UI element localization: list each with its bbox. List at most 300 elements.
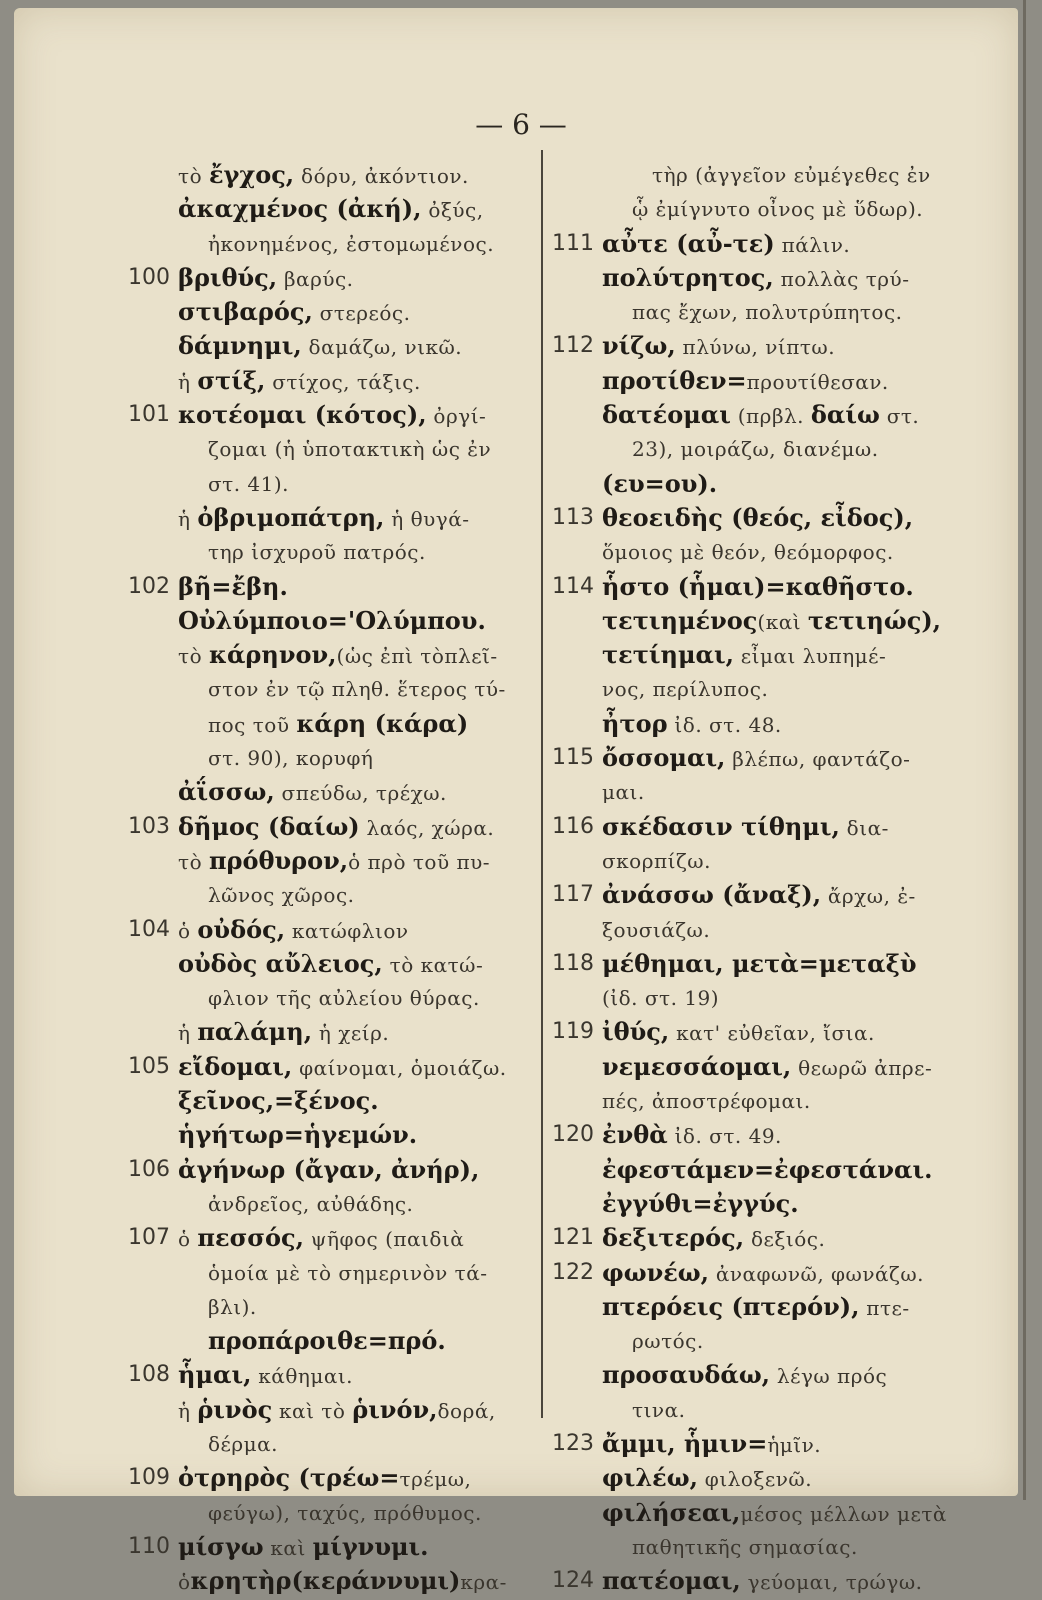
- headword: πολύτρητος,: [602, 262, 774, 292]
- text-line: [128, 1015, 538, 1049]
- headword: ὀβριμοπάτρη,: [197, 502, 385, 532]
- headword: φωνέω,: [602, 1257, 710, 1287]
- text-line: [552, 1153, 972, 1187]
- line-number: 111: [552, 230, 594, 256]
- text-line: [552, 913, 972, 947]
- gloss: τινα.: [632, 1397, 686, 1422]
- line-text: [178, 1187, 413, 1222]
- line-text: [602, 158, 931, 193]
- line-number: 110: [128, 1533, 170, 1559]
- text-line: [128, 604, 538, 638]
- line-text: [602, 1153, 932, 1189]
- text-line: [128, 261, 538, 295]
- gloss: πάλιν.: [774, 232, 851, 257]
- text-line: [552, 467, 972, 501]
- gloss: κρα-: [460, 1570, 507, 1595]
- gloss: δαμάζω, νικῶ.: [301, 335, 463, 360]
- line-text: [178, 1393, 496, 1429]
- headword: ἀνάσσω (ἄναξ),: [602, 880, 822, 910]
- gloss: ὅμοιος μὲ θεόν, θεόμορφος.: [602, 540, 894, 565]
- line-text: [602, 570, 914, 606]
- headword: προσαυδάω,: [602, 1360, 771, 1390]
- line-text: [602, 810, 889, 846]
- headword: στίξ,: [197, 365, 266, 395]
- gloss: ὁ πρὸ τοῦ πυ-: [348, 849, 491, 874]
- text-line: [552, 364, 972, 398]
- text-line: [128, 432, 538, 466]
- line-text: [178, 638, 498, 674]
- gloss: ὁ: [178, 1227, 198, 1252]
- gloss: πλύνω, νίπτω.: [675, 335, 836, 360]
- line-text: [602, 1461, 812, 1497]
- line-text: [178, 1564, 507, 1600]
- headword: ἀγήνωρ (ἄγαν, ἀνήρ),: [178, 1154, 480, 1184]
- right-column: [552, 158, 972, 1598]
- headword: μέθημαι, μετὰ=μεταξὺ: [602, 948, 917, 978]
- line-text: [178, 535, 426, 570]
- line-number: 114: [552, 573, 594, 599]
- text-line: [552, 295, 972, 329]
- line-text: [602, 501, 913, 537]
- text-line: [552, 329, 972, 363]
- headword: τετιημένος: [602, 605, 758, 635]
- line-text: [178, 1084, 379, 1120]
- line-text: [602, 1187, 799, 1223]
- gloss: φεύγω), ταχύς, πρόθυμος.: [208, 1500, 482, 1525]
- line-text: [178, 1118, 417, 1154]
- gloss: τηρ ἰσχυροῦ πατρός.: [208, 540, 426, 565]
- headword: ἡγήτωρ=ἡγεμών.: [178, 1120, 418, 1150]
- gloss: καὶ: [263, 1535, 313, 1560]
- text-line: [128, 1427, 538, 1461]
- line-text: [178, 1358, 353, 1394]
- line-text: [602, 432, 879, 467]
- gloss: βλέπω, φαντάζο-: [725, 747, 911, 772]
- line-text: [602, 1564, 922, 1600]
- gloss: βλι).: [208, 1294, 257, 1319]
- line-number: 122: [552, 1259, 594, 1285]
- line-text: [602, 1084, 811, 1119]
- text-line: [128, 192, 538, 226]
- headword: οὐδὸς αὔλειος,: [178, 948, 383, 978]
- gloss: στίχος, τάξις.: [265, 369, 421, 394]
- line-text: [178, 1153, 479, 1189]
- line-number: 123: [552, 1430, 594, 1456]
- line-number: 106: [128, 1156, 170, 1182]
- line-text: [602, 741, 910, 777]
- headword: Οὐλύμποιο='Ολύμπου.: [178, 605, 486, 635]
- gloss: στον ἐν τῷ πληθ. ἕτερος τύ-: [208, 677, 506, 702]
- line-text: [178, 227, 494, 262]
- gloss: 23), μοιράζω, διανέμω.: [632, 437, 879, 462]
- line-number: 103: [128, 813, 170, 839]
- line-text: [178, 1324, 446, 1360]
- gloss: ἄρχω, ἐ-: [821, 884, 916, 909]
- line-text: [602, 1256, 924, 1292]
- line-text: [178, 707, 468, 743]
- headword: ἐφεστάμεν=ἐφεστάναι.: [602, 1154, 933, 1184]
- gloss: (ἰδ. στ. 19): [602, 986, 720, 1011]
- text-line: [552, 1564, 972, 1598]
- gloss: ἡ θυγά-: [384, 506, 470, 531]
- gloss: τὸ: [178, 849, 209, 874]
- line-number: 112: [552, 333, 594, 359]
- gloss: ὀξύς,: [421, 198, 484, 223]
- headword: φιλέω,: [602, 1463, 698, 1493]
- text-line: [552, 1050, 972, 1084]
- line-text: [178, 261, 354, 297]
- text-line: [128, 535, 538, 569]
- headword: ἰθύς,: [602, 1017, 670, 1047]
- text-line: [128, 364, 538, 398]
- gloss: θεωρῶ ἀπρε-: [791, 1055, 933, 1080]
- gloss: ἰδ. στ. 49.: [667, 1124, 782, 1149]
- gloss: (ὡς ἐπὶ τὸπλεῖ-: [336, 644, 498, 669]
- text-line: [128, 741, 538, 775]
- line-number: 118: [552, 950, 594, 976]
- text-line: [128, 878, 538, 912]
- line-number: 113: [552, 504, 594, 530]
- line-text: [602, 295, 903, 330]
- line-number: 119: [552, 1019, 594, 1045]
- gloss: ἰδ. στ. 48.: [667, 712, 782, 737]
- text-line: [552, 1393, 972, 1427]
- line-text: [602, 1118, 782, 1154]
- text-line: [552, 158, 972, 192]
- gloss: κατ' εὐθεῖαν, ἴσια.: [669, 1021, 875, 1046]
- text-line: [552, 1118, 972, 1152]
- line-text: [178, 844, 490, 880]
- line-number: 105: [128, 1053, 170, 1079]
- headword: μίσγω: [178, 1531, 264, 1561]
- headword: ἄμμι, ἧμιν=: [602, 1428, 768, 1458]
- text-line: [552, 775, 972, 809]
- gloss: ἀναφωνῶ, φωνάζω.: [709, 1261, 925, 1286]
- gloss: σπεύδω, τρέχω.: [274, 781, 447, 806]
- line-number: 102: [128, 573, 170, 599]
- text-line: [552, 535, 972, 569]
- text-line: [128, 1324, 538, 1358]
- line-text: [178, 329, 462, 365]
- line-number: 104: [128, 916, 170, 942]
- gloss: ξουσιάζω.: [602, 917, 711, 942]
- gloss: στ. 90), κορυφή: [208, 746, 374, 771]
- headword: πατέομαι,: [602, 1566, 741, 1596]
- line-text: [602, 1290, 910, 1326]
- line-text: [602, 1221, 825, 1257]
- line-text: [178, 604, 486, 640]
- gloss: ἡ χείρ.: [312, 1021, 390, 1046]
- line-text: [178, 501, 470, 537]
- line-text: [178, 570, 288, 606]
- line-text: [602, 1358, 887, 1394]
- gloss: φαίνομαι, ὁμοιάζω.: [292, 1055, 507, 1080]
- line-text: [602, 638, 886, 674]
- text-line: [552, 192, 972, 226]
- headword: δῆμος (δαίω): [178, 811, 360, 841]
- headword: κάρη (κάρα): [296, 708, 469, 738]
- headword: ῥινόν,: [352, 1394, 438, 1424]
- gloss: πτε-: [859, 1295, 910, 1320]
- text-line: [128, 913, 538, 947]
- headword: οὐδός,: [197, 914, 286, 944]
- line-text: [602, 1324, 704, 1359]
- text-line: [128, 1496, 538, 1530]
- text-line: [128, 844, 538, 878]
- line-number: 107: [128, 1225, 170, 1251]
- line-text: [602, 1530, 858, 1565]
- line-number: 108: [128, 1362, 170, 1388]
- line-text: [178, 295, 410, 331]
- line-text: [602, 878, 916, 914]
- gloss: δεξιός.: [744, 1227, 826, 1252]
- gloss: βαρύς.: [277, 266, 354, 291]
- line-text: [178, 192, 484, 228]
- gloss: καὶ τὸ: [272, 1398, 353, 1423]
- line-text: [602, 672, 768, 707]
- line-text: [602, 227, 850, 263]
- gloss: λῶνος χῶρος.: [208, 883, 355, 908]
- headword: ἔγχος,: [208, 160, 295, 189]
- text-line: [128, 1393, 538, 1427]
- headword: νεμεσσάομαι,: [602, 1051, 792, 1081]
- gloss: τὸ: [178, 644, 209, 669]
- text-line: [128, 707, 538, 741]
- text-line: [552, 981, 972, 1015]
- line-text: [602, 707, 782, 743]
- gloss: ψῆφος (παιδιὰ: [303, 1227, 465, 1252]
- line-text: [178, 947, 483, 983]
- text-line: [552, 844, 972, 878]
- headword: ἐγγύθι=ἐγγύς.: [602, 1188, 799, 1218]
- headword: ἐνθὰ: [602, 1120, 668, 1150]
- text-line: [128, 1461, 538, 1495]
- text-line: [552, 1358, 972, 1392]
- gloss: εἶμαι λυπημέ-: [733, 644, 887, 669]
- text-line: [552, 1221, 972, 1255]
- text-line: [128, 570, 538, 604]
- line-text: [602, 604, 941, 640]
- text-line: [552, 432, 972, 466]
- gloss: φλιον τῆς αὐλείου θύρας.: [208, 986, 480, 1011]
- text-line: [128, 947, 538, 981]
- line-text: [602, 364, 889, 400]
- text-line: [128, 329, 538, 363]
- gloss: μαι.: [602, 780, 645, 805]
- gloss: πολλὰς τρύ-: [773, 266, 910, 291]
- line-text: [602, 1015, 875, 1051]
- text-line: [552, 672, 972, 706]
- text-line: [128, 1187, 538, 1221]
- headword: νίζω,: [602, 331, 676, 361]
- line-text: [178, 1461, 471, 1497]
- headword: κοτέομαι (κότος),: [178, 400, 427, 430]
- text-line: [552, 1496, 972, 1530]
- gloss: ἡμῖν.: [767, 1432, 822, 1457]
- line-text: [602, 192, 923, 227]
- line-number: 121: [552, 1225, 594, 1251]
- text-line: [552, 604, 972, 638]
- line-text: [178, 1256, 487, 1291]
- text-line: [128, 1050, 538, 1084]
- line-text: [178, 810, 494, 846]
- text-line: [552, 1324, 972, 1358]
- gloss: προυτίθεσαν.: [746, 369, 889, 394]
- line-text: [602, 535, 894, 570]
- text-line: [552, 741, 972, 775]
- line-number: 116: [552, 813, 594, 839]
- gloss: ρωτός.: [632, 1329, 704, 1354]
- line-text: [178, 1496, 482, 1531]
- headword: βῆ=ἔβη.: [178, 571, 288, 601]
- text-line: [552, 1427, 972, 1461]
- headword: (ευ=ου).: [602, 468, 718, 498]
- line-text: [602, 1427, 821, 1463]
- gloss: δόρυ, ἀκόντιον.: [294, 164, 469, 188]
- line-text: [602, 398, 919, 434]
- gloss: παθητικῆς σημασίας.: [632, 1534, 858, 1559]
- page-number: — 6 —: [475, 108, 567, 141]
- gloss: κατώφλιον: [285, 918, 409, 943]
- gloss: ὀργί-: [426, 404, 487, 429]
- headword: πτερόεις (πτερόν),: [602, 1291, 860, 1321]
- headword: μίγνυμι.: [312, 1531, 429, 1561]
- text-line: [552, 398, 972, 432]
- gloss: ἀνδρεῖος, αὐθάδης.: [208, 1191, 414, 1216]
- gloss: γεύομαι, τρώγω.: [740, 1570, 923, 1595]
- headword: ὀτρηρὸς (τρέω=: [178, 1463, 400, 1493]
- headword: ὄσσομαι,: [602, 743, 726, 773]
- headword: εἴδομαι,: [178, 1051, 293, 1081]
- line-text: [602, 1393, 685, 1428]
- line-text: [178, 158, 469, 194]
- text-line: [552, 1015, 972, 1049]
- text-line: [552, 1530, 972, 1564]
- line-text: [178, 775, 447, 811]
- headword: προτίθεν=: [602, 365, 747, 395]
- headword: προπάροιθε=πρό.: [208, 1326, 446, 1356]
- text-line: [128, 1530, 538, 1564]
- text-line: [552, 1461, 972, 1495]
- text-line: [552, 947, 972, 981]
- text-line: [128, 1118, 538, 1152]
- text-line: [552, 570, 972, 604]
- line-number: 109: [128, 1465, 170, 1491]
- headword: ἧστο (ἧμαι)=καθῆστο.: [602, 571, 914, 601]
- text-line: [128, 1084, 538, 1118]
- headword: φιλήσεαι,: [602, 1497, 741, 1527]
- headword: πρόθυρον,: [208, 845, 349, 875]
- line-text: [602, 947, 917, 983]
- line-text: [178, 878, 355, 913]
- text-line: [128, 1290, 538, 1324]
- text-line: [128, 775, 538, 809]
- gloss: λαός, χώρα.: [359, 815, 495, 840]
- gloss: πές, ἀποστρέφομαι.: [602, 1089, 811, 1114]
- text-line: [128, 501, 538, 535]
- text-line: [552, 638, 972, 672]
- gloss: ᾧ ἐμίγνυτο οἶνος μὲ ὕδωρ).: [632, 197, 924, 222]
- text-line: [128, 810, 538, 844]
- gloss: τρέμω,: [399, 1467, 472, 1492]
- headword: ῥινὸς: [197, 1394, 273, 1424]
- line-text: [178, 1290, 257, 1325]
- headword: ἀΐσσω,: [178, 777, 275, 807]
- gloss: ἡ: [178, 369, 198, 394]
- gloss: ὁμοία μὲ τὸ σημερινὸν τά-: [208, 1260, 488, 1285]
- gloss: τὸ: [178, 164, 209, 188]
- text-line: [128, 467, 538, 501]
- line-text: [178, 981, 480, 1016]
- text-line: [552, 707, 972, 741]
- text-line: [128, 227, 538, 261]
- page-binding-edge: [1023, 0, 1026, 1500]
- text-line: [552, 501, 972, 535]
- line-number: 115: [552, 745, 594, 771]
- line-text: [178, 672, 506, 707]
- line-text: [178, 1050, 507, 1086]
- text-line: [128, 1358, 538, 1392]
- text-line: [552, 878, 972, 912]
- gloss: (πρβλ.: [730, 404, 811, 429]
- line-text: [178, 432, 491, 467]
- gloss: ζομαι (ἡ ὑποτακτικὴ ὡς ἐν: [208, 437, 492, 462]
- gloss: ἡ: [178, 506, 198, 531]
- line-text: [178, 467, 289, 502]
- line-number: 100: [128, 264, 170, 290]
- gloss: στερεός.: [312, 301, 411, 326]
- gloss: νος, περίλυπος.: [602, 677, 769, 702]
- headword: κρητὴρ(κεράννυμι): [190, 1566, 461, 1596]
- gloss: δέρμα.: [208, 1431, 279, 1456]
- gloss: ὁ: [178, 918, 198, 943]
- line-text: [602, 467, 717, 503]
- line-text: [178, 364, 421, 400]
- line-text: [178, 1530, 429, 1566]
- line-text: [178, 1015, 389, 1051]
- gloss: δια-: [839, 815, 889, 840]
- gloss: ἡ: [178, 1398, 198, 1423]
- headword: ἧμαι,: [178, 1360, 252, 1390]
- headword: δάμνημι,: [178, 331, 302, 361]
- gloss: πος τοῦ: [208, 712, 297, 737]
- text-line: [128, 981, 538, 1015]
- text-line: [128, 672, 538, 706]
- line-text: [602, 913, 710, 948]
- line-number: 124: [552, 1568, 594, 1594]
- gloss: στ.: [879, 404, 920, 429]
- gloss: φιλοξενῶ.: [697, 1467, 813, 1492]
- text-line: [128, 1221, 538, 1255]
- gloss: δορά,: [437, 1398, 496, 1423]
- headword: θεοειδὴς (θεός, εἶδος),: [602, 502, 914, 532]
- line-text: [602, 1496, 947, 1532]
- headword: δαίω: [810, 400, 880, 430]
- headword: ξεῖνος,=ξένος.: [178, 1086, 379, 1116]
- headword: τετιηώς),: [807, 605, 942, 635]
- headword: στιβαρός,: [178, 297, 313, 327]
- gloss: κάθημαι.: [251, 1364, 354, 1389]
- headword: τετίημαι,: [602, 640, 734, 670]
- line-number: 120: [552, 1122, 594, 1148]
- text-line: [552, 1084, 972, 1118]
- gloss: ἡ: [178, 1021, 198, 1046]
- headword: αὖτε (αὖ-τε): [602, 228, 775, 258]
- headword: παλάμη,: [197, 1017, 313, 1047]
- gloss: ἠκονημένος, ἐστομωμένος.: [208, 231, 495, 256]
- line-text: [178, 913, 409, 949]
- line-text: [178, 1221, 464, 1257]
